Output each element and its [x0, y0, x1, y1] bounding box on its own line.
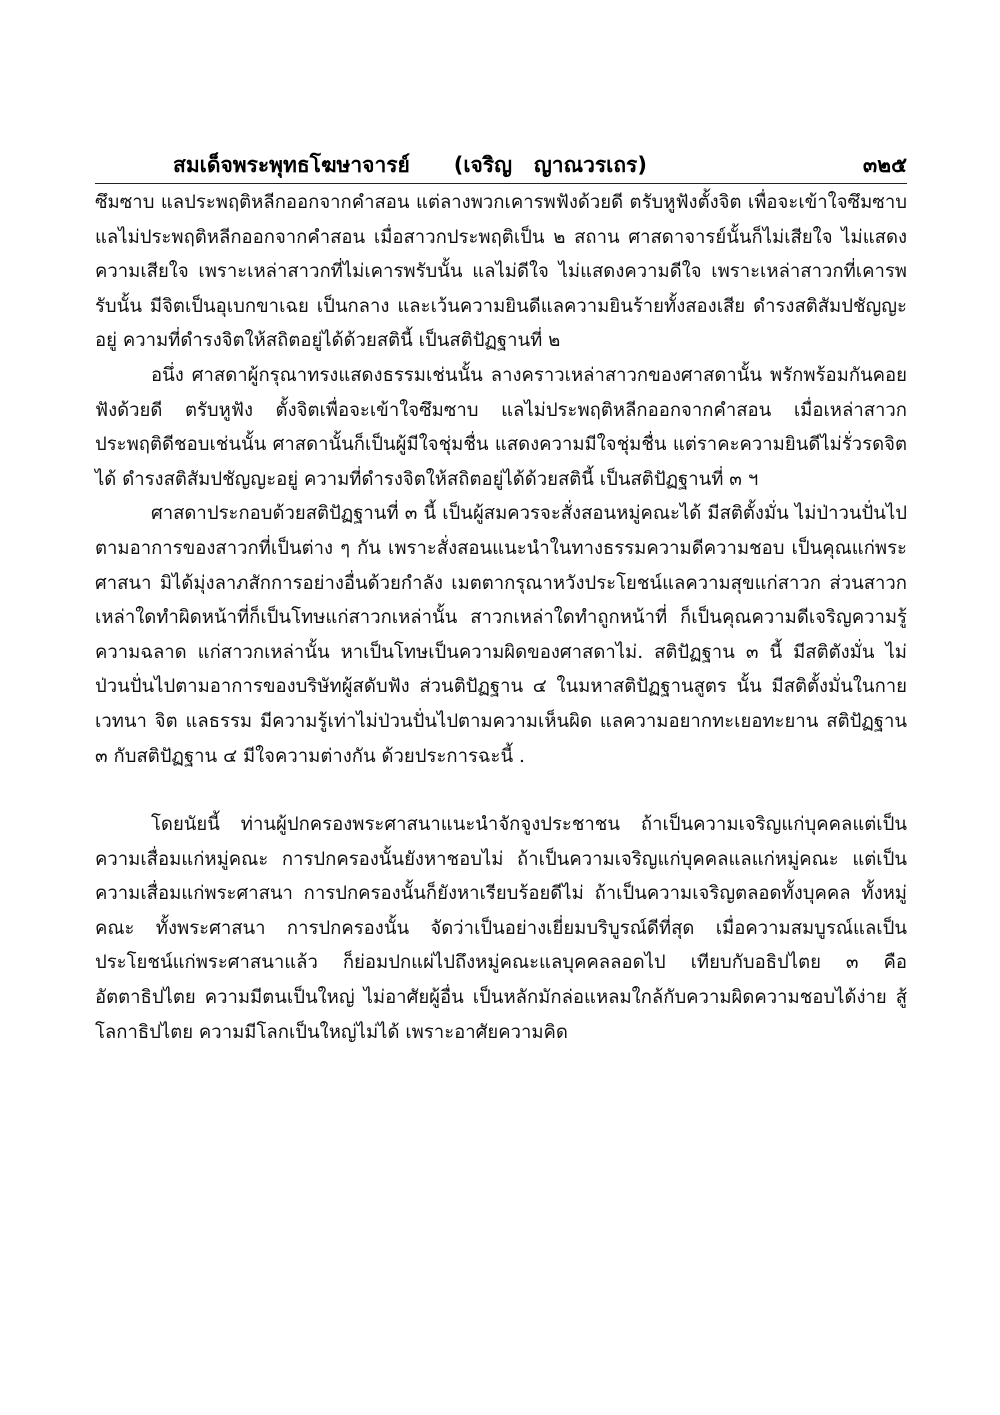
paragraph-1: ซึมซาบ แลประพฤติหลีกออกจากคำสอน แต่ลางพวกเคารพฟังด้วยดี ตรับหูฟังตั้งจิต เพื่อจะเข้าใจซึมซาบ แลไม่ประพฤติหลีกออกจากคำสอน เมื่อสาวกประพฤติเป็น ๒ สถาน ศาสดาจารย์นั้นก็ไม่เสียใจ ไม่แสดงความเสียใจ เพราะเหล่าสาวกที่ไม่เคารพรับนั้น แลไม่ดีใจ ไม่แสดงความดีใจ เพราะเหล่าสาวกที่เคารพรับนั้น มีจิตเป็นอุเบกขาเฉย เป็นกลาง และเว้นความยินดีแลความยินร้ายทั้งสองเสีย ดำรงสติสัมปชัญญะอยู่ ความที่ดำรงจิตให้สถิตอยู่ได้ด้วยสตินี้ เป็นสติปัฏฐานที่ ๒ — [95, 192, 907, 352]
document-page — [95, 145, 907, 1365]
paragraph-3: ศาสดาประกอบด้วยสติปัฏฐานที่ ๓ นี้ เป็นผู้สมควรจะสั่งสอนหมู่คณะได้ มีสติตั้งมั่น ไม่ป่าวนปั่นไปตามอาการของสาวกที่เป็นต่าง ๆ กัน เพราะสั่งสอนแนะนำในทางธรรมความดีความชอบ เป็นคุณแก่พระศาสนา มิได้มุ่งลาภสักการอย่างอื่นด้วยกำลัง เมตตากรุณาหวังประโยชน์แลความสุขแก่สาวก ส่วนสาวกเหล่าใดทำผิดหน้าที่ก็เป็นโทษแก่สาวกเหล่านั้น สาวกเหล่าใดทำถูกหน้าที่ ก็เป็นคุณความดีเจริญความรู้ความฉลาด แก่สาวกเหล่านั้น หาเป็นโทษเป็นความผิดของศาสดาไม่. สติปัฏฐาน ๓ นี้ มีสติตังมั่น ไม่ป่วนปั่นไปตามอาการของบริษัทผู้สดับฟัง ส่วนติปัฏฐาน ๔ ในมหาสติปัฏฐานสูตร นั้น มีสติตั้งมั่นในกาย เวทนา จิต แลธรรม มีความรู้เท่าไม่ป่วนปั่นไปตามความเห็นผิด แลความอยากทะเยอทะยาน สติปัฏฐาน ๓ กับสติปัฏฐาน ๔ มีใจความต่างกัน ด้วยประการฉะนี้ . — [95, 503, 907, 767]
body-text — [95, 186, 907, 1050]
paragraph-4: โดยนัยนี้ ท่านผู้ปกครองพระศาสนาแนะนำจักจูงประชาชน ถ้าเป็นความเจริญแก่บุคคลแต่เป็นความเสื่อมแก่หมู่คณะ การปกครองนั้นยังหาชอบไม่ ถ้าเป็นความเจริญแก่บุคคลแลแก่หมู่คณะ แต่เป็นความเสื่อมแก่พระศาสนา การปกครองนั้นก็ยังหาเรียบร้อยดีไม่ ถ้าเป็นความเจริญตลอดทั้งบุคคล ทั้งหมู่คณะ ทั้งพระศาสนา การปกครองนั้น จัดว่าเป็นอย่างเยี่ยมบริบูรณ์ดีที่สุด เมื่อความสมบูรณ์แลเป็นประโยชน์แก่พระศาสนาแล้ว ก็ย่อมปกแผ่ไปถึงหมู่คณะแลบุคคลลอดไป เทียบกับอธิปไตย ๓ คือ อัตตาธิปไตย ความมีตนเป็นใหญ่ ไม่อาศัยผู้อื่น เป็นหลักมักล่อแหลมใกล้กับความผิดความชอบได้ง่าย สู้โลกาธิปไตย ความมีโลกเป็นใหญ่ไม่ได้ เพราะอาศัยความคิด — [95, 814, 907, 1043]
paragraph-2: อนึ่ง ศาสดาผู้กรุณาทรงแสดงธรรมเช่นนั้น ลางคราวเหล่าสาวกของศาสดานั้น พรักพร้อมกันคอยฟังด้วยดี ตรับหูฟัง ตั้งจิตเพื่อจะเข้าใจซึมซาบ แลไม่ประพฤติหลีกออกจากคำสอน เมื่อเหล่าสาวกประพฤติดีชอบเช่นนั้น ศาสดานั้นก็เป็นผู้มีใจชุ่มชื่น แสดงความมีใจชุ่มชื่น แต่ราคะความยินดีไม่รั่วรดจิตได้ ดำรงสติสัมปชัญญะอยู่ ความที่ดำรงจิตให้สถิตอยู่ได้ด้วยสตินี้ เป็นสติปัฏฐานที่ ๓ ฯ — [95, 364, 907, 490]
header-author: สมเด็จพระพุทธโฆษาจารย์ (เจริญ ญาณวรเถร) — [173, 153, 647, 177]
running-header — [95, 145, 907, 181]
header-rule — [95, 183, 907, 184]
page-number: ๓๒๕ — [862, 153, 907, 177]
